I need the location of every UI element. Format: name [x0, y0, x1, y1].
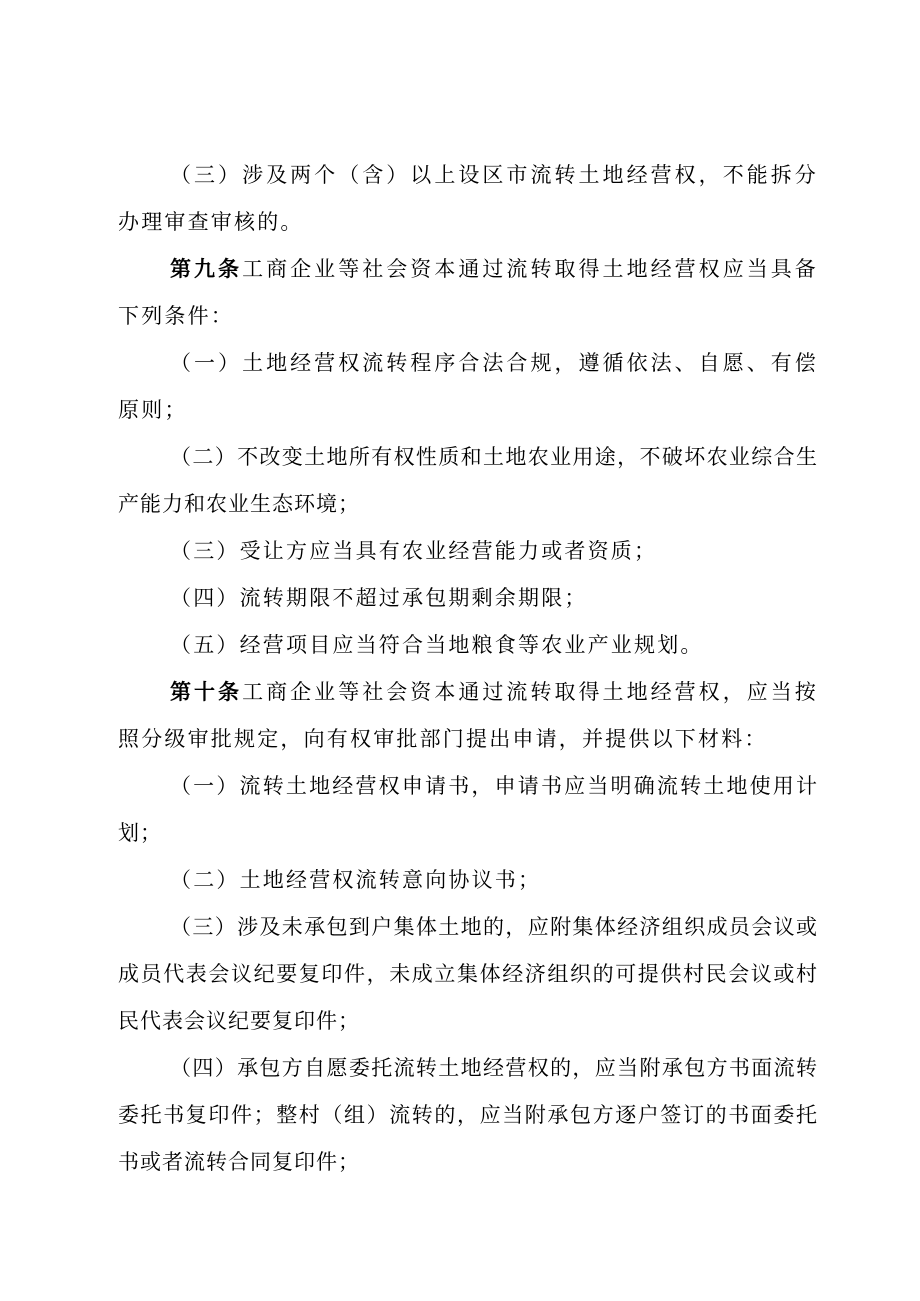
paragraph-text: （一）土地经营权流转程序合法合规，遵循依法、自愿、有偿原则； [118, 351, 818, 422]
article-9-item-1 [118, 340, 818, 434]
article-number: 第十条 [170, 680, 243, 704]
article-9-item-5 [118, 622, 818, 669]
document-body [118, 152, 818, 1186]
article-10-item-1 [118, 763, 818, 857]
paragraph-text: （三）受让方应当具有农业经营能力或者资质； [170, 539, 658, 563]
paragraph-3-item [118, 152, 818, 246]
article-9-item-3 [118, 528, 818, 575]
paragraph-text: （二）土地经营权流转意向协议书； [170, 868, 542, 892]
article-10-item-3 [118, 904, 818, 1045]
paragraph-text: （四）承包方自愿委托流转土地经营权的，应当附承包方书面流转委托书复印件；整村（组）流转的，应当附承包方逐户签订的书面委托书或者流转合同复印件； [118, 1056, 818, 1174]
article-text: 工商企业等社会资本通过流转取得土地经营权应当具备下列条件： [118, 257, 818, 328]
article-number: 第九条 [170, 257, 243, 281]
article-9-item-2 [118, 434, 818, 528]
article-10-item-2 [118, 857, 818, 904]
paragraph-text: （一）流转土地经营权申请书，申请书应当明确流转土地使用计划； [118, 774, 818, 845]
paragraph-text: （二）不改变土地所有权性质和土地农业用途，不破坏农业综合生产能力和农业生态环境； [118, 445, 818, 516]
paragraph-text: （五）经营项目应当符合当地粮食等农业产业规划。 [170, 633, 704, 657]
article-10 [118, 669, 818, 763]
paragraph-text: （四）流转期限不超过承包期剩余期限； [170, 586, 588, 610]
paragraph-text: （三）涉及未承包到户集体土地的，应附集体经济组织成员会议或成员代表会议纪要复印件，未成立集体经济组织的可提供村民会议或村民代表会议纪要复印件； [118, 915, 818, 1033]
article-text: 工商企业等社会资本通过流转取得土地经营权，应当按照分级审批规定，向有权审批部门提出申请，并提供以下材料： [118, 680, 818, 751]
article-9 [118, 246, 818, 340]
article-9-item-4 [118, 575, 818, 622]
paragraph-text: （三）涉及两个（含）以上设区市流转土地经营权，不能拆分办理审查审核的。 [118, 163, 818, 234]
article-10-item-4 [118, 1045, 818, 1186]
